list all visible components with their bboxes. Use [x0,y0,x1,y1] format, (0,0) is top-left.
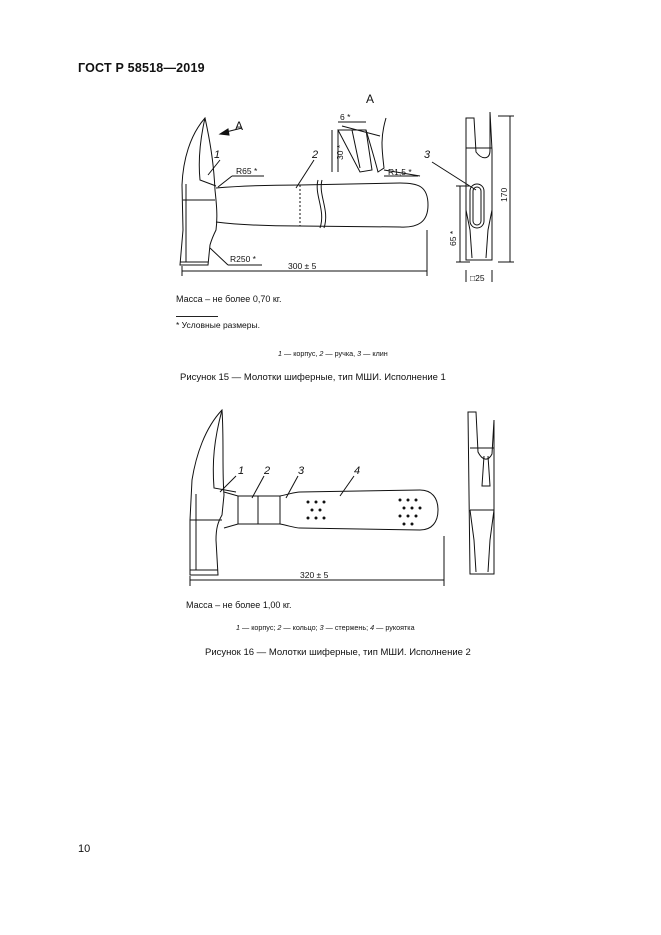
fig16-callout-4: 4 [354,465,361,477]
fig16-hammer-head [190,410,224,575]
legend-num: 3 [357,349,362,358]
fig15-caption: Рисунок 15 — Молотки шиферные, тип МШИ. Исполнение 1 [180,372,446,383]
legend-num: 3 [319,623,324,632]
fig15-dim-r250: R250 * [230,254,256,264]
legend-text: кольцо; [292,623,318,632]
document-header: ГОСТ Р 58518—2019 [78,61,205,75]
fig16-caption: Рисунок 16 — Молотки шиферные, тип МШИ. Исполнение 2 [205,647,471,658]
legend-num: 1 [278,349,282,358]
legend-text: стержень; [334,623,369,632]
fig16-callout-1: 1 [238,465,245,477]
footnote-divider [176,316,218,317]
legend-num: 4 [370,623,375,632]
fig16-handle [224,490,438,530]
fig15-dim-65: 65 * [448,230,458,246]
legend-num: 2 [319,349,324,358]
fig15-view-label: A [366,92,375,106]
fig15-footnote: * Условные размеры. [176,320,260,330]
fig16-side-view [468,412,494,574]
fig15-callout-1: 1 [214,149,221,161]
legend-text: ручка, [334,349,356,358]
fig16-callout-2: 2 [264,465,271,477]
legend-text: клин [372,349,388,358]
fig16-callout-3: 3 [298,465,305,477]
fig15-callout-2: 2 [312,149,319,161]
fig16-grip-pattern [307,499,422,526]
fig15-dim-length: 300 ± 5 [288,261,317,271]
fig15-dim-170: 170 [499,187,509,202]
legend-text: корпус; [251,623,276,632]
fig15-mass: Масса – не более 0,70 кг. [176,294,282,304]
legend-num: 1 [236,623,240,632]
legend-text: рукоятка [385,623,415,632]
fig15-arrow-label: A [235,119,244,133]
fig15-dim-r65: R65 * [236,166,258,176]
fig16-legend: 1 — корпус; 2 — кольцо; 3 — стержень; 4 — рукоятка [236,623,415,632]
fig15-dim-25: □25 [470,273,485,283]
fig15-callout-3: 3 [424,149,431,161]
fig15-dim-r15: R1,5 * [388,167,412,177]
legend-text: корпус, [293,349,318,358]
fig15-dim-6: 6 * [340,112,351,122]
fig16-dim-length: 320 ± 5 [300,570,329,580]
page-number: 10 [78,843,91,855]
fig16-mass: Масса – не более 1,00 кг. [186,600,292,610]
legend-num: 2 [277,623,282,632]
fig15-legend: 1 — корпус, 2 — ручка, 3 — клин [278,349,388,358]
fig15-dim-30: 30 * [335,144,345,160]
